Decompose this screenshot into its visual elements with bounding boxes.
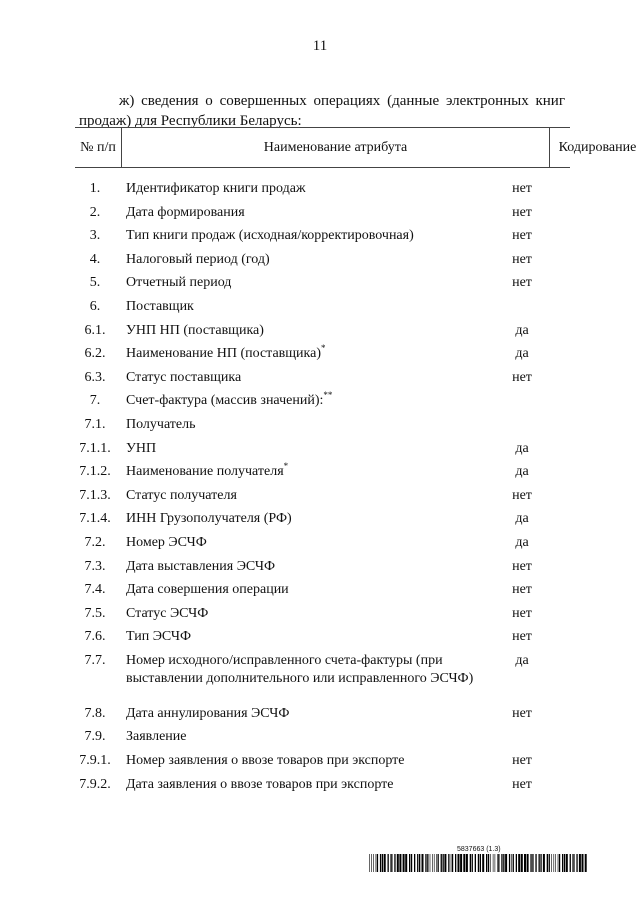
row-coding: да <box>515 652 529 668</box>
barcode-bar <box>527 854 529 872</box>
row-number: 7.3. <box>84 558 106 574</box>
row-coding: нет <box>512 228 532 244</box>
row-number: 7.2. <box>84 534 106 550</box>
barcode-bar <box>503 854 504 872</box>
barcode-bar <box>497 854 498 872</box>
row-attribute-text: Счет-фактура (массив значений): <box>126 393 324 409</box>
row-attribute-text: Номер заявления о ввозе товаров при экспорте <box>126 753 405 769</box>
table-row <box>75 652 570 705</box>
row-attribute-text: Получатель <box>126 416 196 432</box>
barcode-bar <box>399 854 401 872</box>
table-row <box>75 558 570 582</box>
row-number: 2. <box>89 204 101 220</box>
row-number: 7.6. <box>84 629 106 645</box>
row-attribute-name <box>126 416 486 434</box>
barcode-bar <box>576 854 577 872</box>
barcode-bar <box>530 854 531 872</box>
barcode-bar <box>405 854 407 872</box>
row-coding: да <box>515 464 529 480</box>
barcode-bar <box>417 854 418 872</box>
row-attribute-text: Дата выставления ЭСЧФ <box>126 558 276 574</box>
row-attribute-name <box>126 581 486 599</box>
row-coding: нет <box>512 582 532 598</box>
barcode-bar <box>411 854 412 872</box>
row-number: 7.7. <box>84 652 106 668</box>
table-header <box>75 127 637 168</box>
barcode-bar <box>463 854 465 872</box>
barcode-bar <box>397 854 399 872</box>
row-attribute-text: Дата заявления о ввозе товаров при экспорте <box>126 776 394 792</box>
barcode-bar <box>540 854 541 872</box>
barcode-bar <box>425 854 426 872</box>
table-row <box>75 776 570 800</box>
row-attribute-text: Тип ЭСЧФ <box>126 629 192 645</box>
row-number: 7.8. <box>84 705 106 721</box>
barcode-bar <box>535 854 536 872</box>
barcode-bar <box>430 854 431 872</box>
barcode-bar <box>444 854 446 872</box>
barcode-bar <box>554 854 555 872</box>
row-attribute-text: Номер ЭСЧФ <box>126 534 207 550</box>
row-number: 7.4. <box>84 582 106 598</box>
row-coding: нет <box>512 558 532 574</box>
row-attribute-name <box>126 487 486 505</box>
barcode-bar <box>482 854 484 872</box>
page-number: 11 <box>312 38 328 54</box>
row-number: 7.1.2. <box>79 464 111 480</box>
barcode-bar <box>480 854 481 872</box>
row-attribute-name <box>126 369 486 387</box>
row-number: 6.1. <box>84 322 106 338</box>
row-number: 7.9.1. <box>79 753 111 769</box>
row-number: 6.2. <box>84 346 106 362</box>
barcode-bar <box>566 854 568 872</box>
barcode-bar <box>458 854 460 872</box>
table-row <box>75 728 570 752</box>
table-row <box>75 705 570 729</box>
row-coding: нет <box>512 204 532 220</box>
row-attribute-name <box>126 534 486 552</box>
barcode-bar <box>369 854 370 872</box>
barcode-bar <box>585 854 587 872</box>
barcode-bar <box>505 854 507 872</box>
row-attribute-name <box>126 322 486 340</box>
barcode-bar <box>432 854 433 872</box>
footnote-mark: ** <box>323 390 333 401</box>
row-attribute-name <box>126 463 486 481</box>
table-row <box>75 487 570 511</box>
barcode-bar <box>509 854 510 872</box>
barcode-bar <box>388 854 389 872</box>
barcode-bar <box>478 854 479 872</box>
barcode-bar <box>521 854 523 872</box>
barcode-bar <box>452 854 453 872</box>
row-attribute-text: Поставщик <box>126 298 194 314</box>
barcode-bar <box>434 854 435 872</box>
barcode-bar <box>532 854 533 872</box>
table-row <box>75 605 570 629</box>
barcode-bar <box>470 854 471 872</box>
barcode-bar <box>493 854 494 872</box>
barcode-bar <box>472 854 473 872</box>
barcode-bar <box>582 854 584 872</box>
barcode-bar <box>579 854 581 872</box>
row-coding: нет <box>512 181 532 196</box>
barcode-bar <box>380 854 381 872</box>
barcode-bar <box>391 854 392 872</box>
row-attribute-text: УНП НП (поставщика) <box>126 322 264 338</box>
barcode-bar <box>486 854 487 872</box>
row-coding: нет <box>512 629 532 645</box>
barcode-bar <box>475 854 476 872</box>
barcode-bar <box>438 854 439 872</box>
row-attribute-name <box>126 728 486 746</box>
row-attribute-name <box>126 392 486 410</box>
table-row <box>75 534 570 558</box>
table-row <box>75 392 570 416</box>
row-attribute-text: Налоговый период (год) <box>126 251 270 267</box>
table-row <box>75 274 570 298</box>
barcode-bar <box>547 854 548 872</box>
barcode-bar <box>419 854 420 872</box>
barcode-bar <box>495 854 496 872</box>
barcode-bar <box>524 854 526 872</box>
barcode-bar <box>488 854 489 872</box>
row-attribute-name <box>126 274 486 292</box>
row-attribute-name <box>126 605 486 623</box>
row-attribute-text: Идентификатор книги продаж <box>126 181 306 196</box>
table-row <box>75 440 570 464</box>
barcode-bar <box>441 854 442 872</box>
header-coding: Кодирование <box>558 139 637 155</box>
barcode-bar <box>443 854 444 872</box>
barcode-bar <box>543 854 545 872</box>
table-row <box>75 628 570 652</box>
barcode-bar <box>409 854 410 872</box>
table-row <box>75 251 570 275</box>
barcode-bar <box>572 854 573 872</box>
row-attribute-text: Наименование НП (поставщика) <box>126 346 322 362</box>
barcode-bar <box>558 854 559 872</box>
barcode-label: 5837663 (1.3) <box>457 846 501 853</box>
row-attribute-name <box>126 251 486 269</box>
row-coding: да <box>515 346 529 362</box>
table-row <box>75 180 570 204</box>
barcode-bar <box>455 854 456 872</box>
header-number: № п/п <box>80 139 116 155</box>
barcode-bar <box>422 854 424 872</box>
barcode-bar <box>436 854 437 872</box>
row-coding: нет <box>512 251 532 267</box>
row-attribute-text: Статус получателя <box>126 487 237 503</box>
barcode-bar <box>573 854 574 872</box>
barcode-image <box>369 854 589 872</box>
row-attribute-name <box>126 180 486 198</box>
row-attribute-text: Заявление <box>126 729 187 745</box>
row-attribute-text: Дата формирования <box>126 204 245 220</box>
row-attribute-text: Номер исходного/исправленного счета-фактуры (при выставлении дополнительного или исправленного ЭСЧФ) <box>126 652 474 686</box>
row-number: 3. <box>89 228 101 244</box>
row-attribute-text: УНП <box>126 440 157 456</box>
row-coding: нет <box>512 753 532 769</box>
barcode-bar <box>490 854 491 872</box>
table-row <box>75 204 570 228</box>
table-row <box>75 416 570 440</box>
barcode-bar <box>570 854 571 872</box>
table-row <box>75 322 570 346</box>
table-row <box>75 298 570 322</box>
row-coding: да <box>515 534 529 550</box>
row-attribute-name <box>126 227 486 245</box>
row-coding: да <box>515 322 529 338</box>
row-attribute-name <box>126 776 486 794</box>
row-coding: нет <box>512 776 532 792</box>
row-attribute-name <box>126 628 486 646</box>
barcode-bar <box>448 854 449 872</box>
row-coding: нет <box>512 275 532 291</box>
barcode-bar <box>562 854 563 872</box>
barcode-bar <box>501 854 502 872</box>
header-attribute-name: Наименование атрибута <box>121 128 550 167</box>
row-attribute-name <box>126 652 486 688</box>
table-row <box>75 369 570 393</box>
row-attribute-text: ИНН Грузополучателя (РФ) <box>126 511 292 527</box>
barcode-bar <box>460 854 462 872</box>
row-number: 1. <box>89 181 101 196</box>
row-attribute-text: Наименование получателя <box>126 464 284 480</box>
row-attribute-name <box>126 558 486 576</box>
table-row <box>75 581 570 605</box>
row-attribute-name <box>126 298 486 316</box>
table-row <box>75 510 570 534</box>
row-attribute-name <box>126 440 486 458</box>
barcode-bar <box>382 854 383 872</box>
barcode-bar <box>551 854 552 872</box>
barcode-bar <box>498 854 499 872</box>
row-number: 5. <box>89 275 101 291</box>
barcode-bar <box>394 854 395 872</box>
row-attribute-text: Дата совершения операции <box>126 582 289 598</box>
barcode-bar <box>564 854 565 872</box>
row-number: 7.1. <box>84 416 106 432</box>
table-row <box>75 227 570 251</box>
table-row <box>75 752 570 776</box>
row-number: 6. <box>89 298 101 314</box>
barcode-bar <box>390 854 391 872</box>
row-attribute-name <box>126 345 486 363</box>
row-attribute-text: Статус поставщика <box>126 369 242 385</box>
row-coding: нет <box>512 705 532 721</box>
barcode-bar <box>466 854 468 872</box>
barcode-bar <box>376 854 377 872</box>
row-attribute-text: Дата аннулирования ЭСЧФ <box>126 705 290 721</box>
row-number: 7.9. <box>84 729 106 745</box>
barcode-bar <box>384 854 386 872</box>
row-coding: нет <box>512 605 532 621</box>
row-number: 6.3. <box>84 369 106 385</box>
barcode-bar <box>373 854 374 872</box>
row-attribute-text: Тип книги продаж (исходная/корректировочная) <box>126 228 414 244</box>
barcode-bar <box>451 854 452 872</box>
footnote-mark: * <box>321 343 326 354</box>
row-coding: нет <box>512 369 532 385</box>
row-attribute-name <box>126 752 486 770</box>
row-number: 4. <box>89 251 101 267</box>
barcode-bar <box>511 854 512 872</box>
row-attribute-name <box>126 204 486 222</box>
barcode-bar <box>555 854 556 872</box>
row-number: 7.5. <box>84 605 106 621</box>
barcode-bar <box>539 854 540 872</box>
table-row <box>75 463 570 487</box>
row-number: 7.9.2. <box>79 776 111 792</box>
barcode-bar <box>516 854 517 872</box>
barcode-bar <box>427 854 428 872</box>
row-coding: да <box>515 440 529 456</box>
row-number: 7.1.4. <box>79 511 111 527</box>
intro-paragraph: ж) сведения о совершенных операциях (данные электронных книг продаж) для Республики Беларусь: <box>79 93 565 129</box>
barcode-bar <box>559 854 560 872</box>
row-coding: да <box>515 511 529 527</box>
row-number: 7.1.3. <box>79 487 111 503</box>
row-attribute-name <box>126 510 486 528</box>
row-attribute-text: Статус ЭСЧФ <box>126 605 209 621</box>
barcode-bar <box>377 854 378 872</box>
barcode-bar <box>414 854 415 872</box>
barcode-bar <box>518 854 520 872</box>
row-attribute-text: Отчетный период <box>126 275 232 291</box>
footnote-mark: * <box>283 461 289 472</box>
attribute-table-body <box>75 180 570 799</box>
row-number: 7. <box>89 393 101 409</box>
row-attribute-name <box>126 705 486 723</box>
table-row <box>75 345 570 369</box>
row-number: 7.1.1. <box>79 440 111 456</box>
barcode-bar <box>403 854 405 872</box>
row-coding: нет <box>512 487 532 503</box>
barcode-bar <box>513 854 514 872</box>
barcode-bar <box>549 854 550 872</box>
barcode-bar <box>371 854 372 872</box>
